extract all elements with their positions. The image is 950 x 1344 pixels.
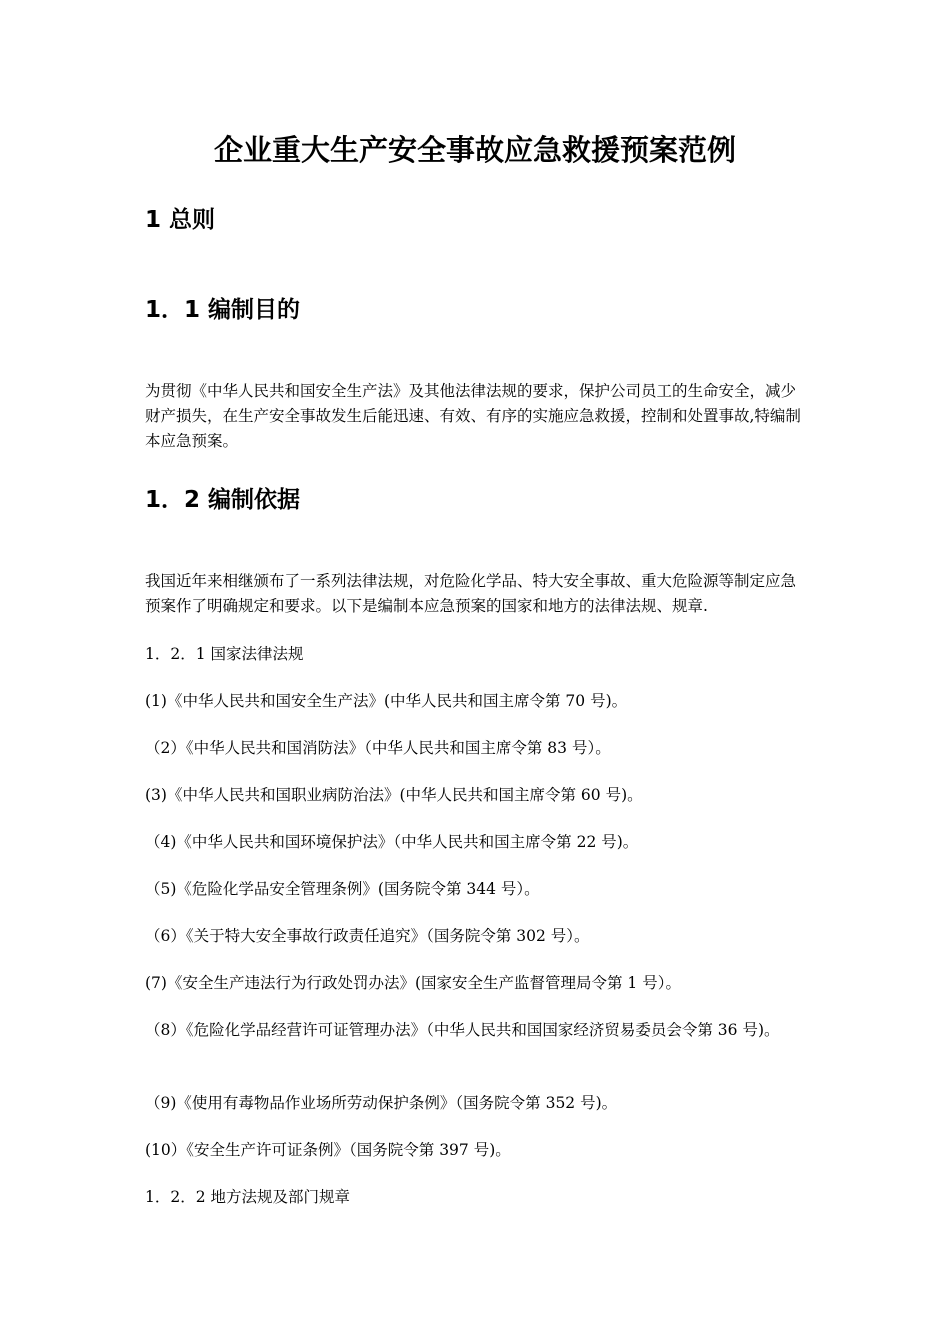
paragraph-basis: 我国近年来相继颁布了一系列法律法规，对危险化学品、特大安全事故、重大危险源等制定应急预案作了明确规定和要求。以下是编制本应急预案的国家和地方的法律法规、规章. [145,572,797,615]
law-list-item: (7)《安全生产违法行为行政处罚办法》(国家安全生产监督管理局令第 1 号）。 [145,974,681,992]
law-list-item: （2）《中华人民共和国消防法》（中华人民共和国主席令第 83 号）。 [145,739,611,757]
document-title: 企业重大生产安全事故应急救援预案范例 [213,133,736,167]
section-heading-purpose: 1．1 编制目的 [145,297,301,323]
law-list-item: （4)《中华人民共和国环境保护法》（中华人民共和国主席令第 22 号)。 [145,833,639,851]
law-list-item: (10）《安全生产许可证条例》（国务院令第 397 号)。 [145,1141,511,1159]
law-list-item: （9)《使用有毒物品作业场所劳动保护条例》（国务院令第 352 号)。 [145,1094,618,1112]
law-list-item: （5)《危险化学品安全管理条例》(国务院令第 344 号）。 [145,880,540,898]
law-list-item: （8）《危险化学品经营许可证管理办法》（中华人民共和国国家经济贸易委员会令第 36 号)。 [145,1021,780,1039]
law-list-item: (1)《中华人民共和国安全生产法》(中华人民共和国主席令第 70 号)。 [145,692,628,710]
subsection-heading-national-laws: 1．2．1 国家法律法规 [145,645,304,663]
subsection-heading-local-regulations: 1．2．2 地方法规及部门规章 [145,1188,351,1206]
law-list-item: (3)《中华人民共和国职业病防治法》(中华人民共和国主席令第 60 号)。 [145,786,643,804]
law-list-item: （6）《关于特大安全事故行政责任追究》（国务院令第 302 号）。 [145,927,590,945]
section-heading-basis: 1．2 编制依据 [145,487,301,513]
section-heading-general: 1 总则 [145,207,216,233]
paragraph-purpose: 为贯彻《中华人民共和国安全生产法》及其他法律法规的要求，保护公司员工的生命安全，减少财产损失，在生产安全事故发生后能迅速、有效、有序的实施应急救援，控制和处置事故,特编制本应急预案。 [145,382,801,450]
